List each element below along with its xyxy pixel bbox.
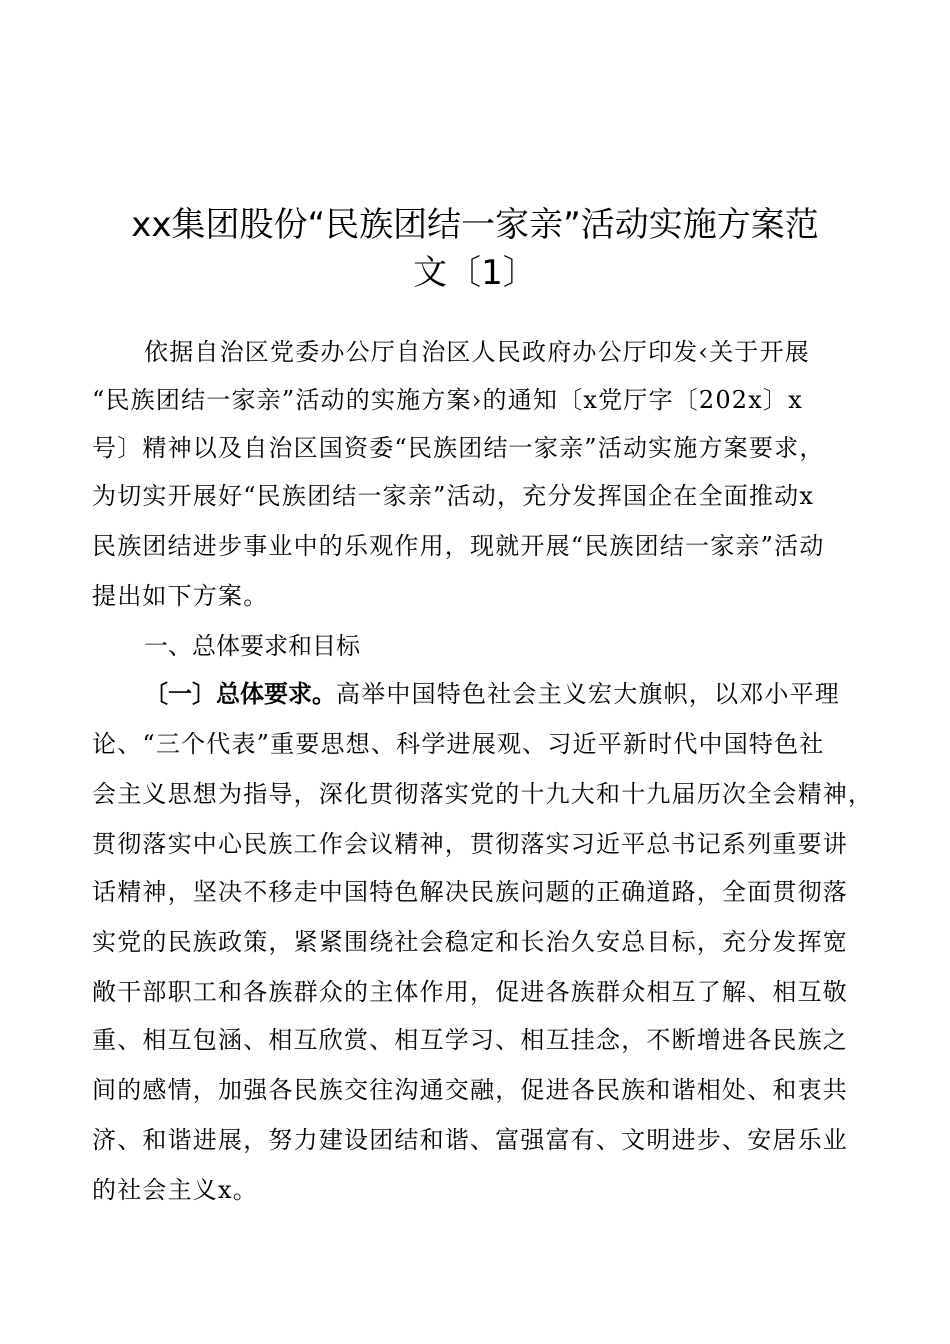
sub1-line-3: 会主义思想为指导，深化贯彻落实党的十九大和十九届历次全会精神， [92,780,874,808]
sub1-line-2: 论、“三个代表”重要思想、科学进展观、习近平新时代中国特色社 [92,730,825,758]
sub1-line-8: 重、相互包涵、相互欣赏、相互学习、相互挂念，不断增进各民族之 [92,1026,848,1054]
intro-line-2: “民族团结一家亲”活动的实施方案›的通知〔x党厅字〔202x〕x [92,386,803,414]
sub1-line-9: 间的感情，加强各民族交往沟通交融，促进各民族和谐相处、和衷共 [92,1076,848,1104]
sub1-line-5: 话精神，坚决不移走中国特色解决民族问题的正确道路，全面贯彻落 [92,878,848,906]
sub1-line-6: 实党的民族政策，紧紧围绕社会稳定和长治久安总目标，充分发挥宽 [92,928,848,956]
sub1-line-11: 的社会主义x。 [92,1176,258,1204]
sub1-first-text: 高举中国特色社会主义宏大旗帜，以邓小平理 [336,680,840,708]
sub1-label: 〔一〕总体要求。 [144,680,336,708]
sub1-line-4: 贯彻落实中心民族工作会议精神，贯彻落实习近平总书记系列重要讲 [92,830,848,858]
intro-line-4: 为切实开展好“民族团结一家亲”活动，充分发挥国企在全面推动x [92,482,815,510]
sub1-line-1 [144,678,872,710]
document-title-line-2: 文〔1〕 [413,253,537,293]
sub1-line-7: 敞干部职工和各族群众的主体作用，促进各族群众相互了解、相互敬 [92,978,848,1006]
document-title-line-1: xx集团股份“民族团结一家亲”活动实施方案范 [131,205,819,245]
intro-line-5: 民族团结进步事业中的乐观作用，现就开展“民族团结一家亲”活动 [92,532,825,560]
section-heading: 一、总体要求和目标 [144,632,360,660]
sub1-line-10: 济、和谐进展，努力建设团结和谐、富强富有、文明进步、安居乐业 [92,1126,848,1154]
intro-line-3: 号〕精神以及自治区国资委“民族团结一家亲”活动实施方案要求， [92,434,825,462]
intro-line-6: 提出如下方案。 [92,582,269,610]
intro-line-1: 依据自治区党委办公厅自治区人民政府办公厅印发‹关于开展 [144,338,810,366]
